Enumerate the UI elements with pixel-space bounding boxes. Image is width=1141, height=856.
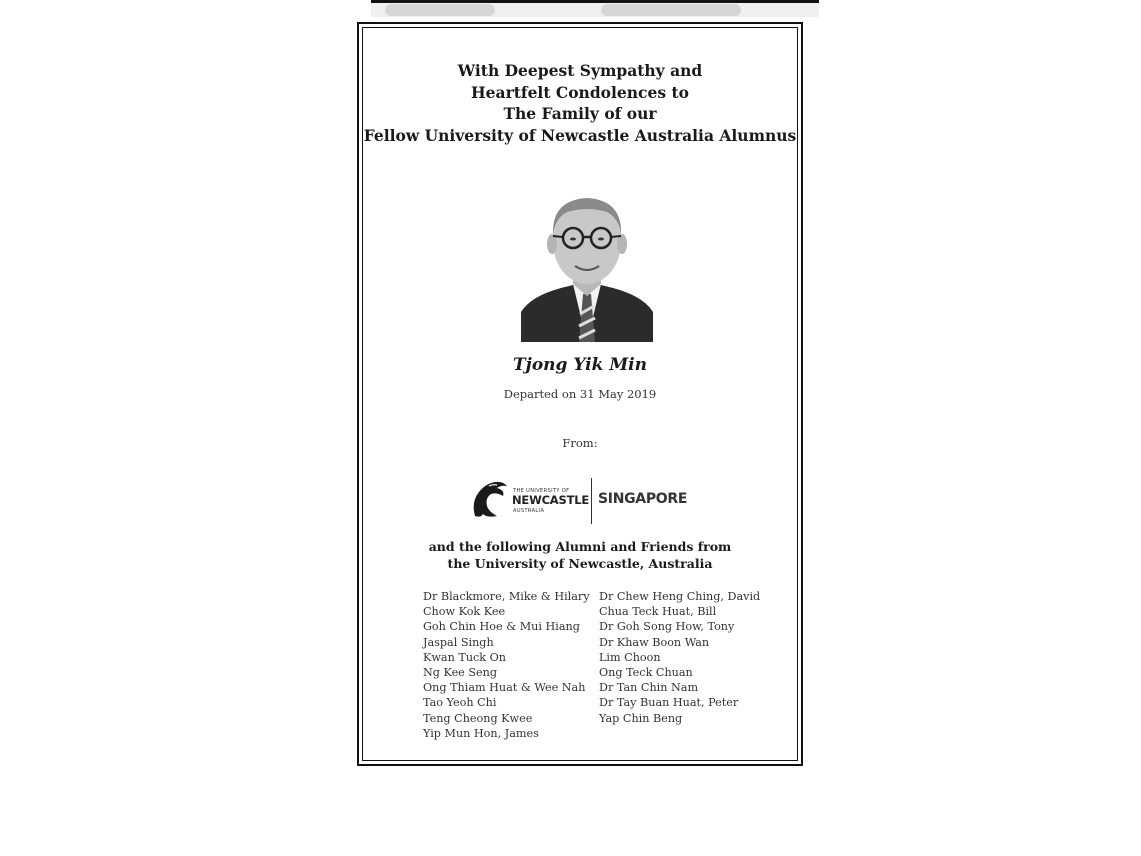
logo-country: AUSTRALIA <box>513 508 545 514</box>
list-item: Dr Tay Buan Huat, Peter <box>599 696 739 710</box>
list-item: Dr Goh Song How, Tony <box>599 620 735 634</box>
list-item: Chow Kok Kee <box>423 605 506 619</box>
list-item: Ong Thiam Huat & Wee Nah <box>423 681 586 695</box>
list-item: Tao Yeoh Chi <box>423 696 497 710</box>
university-logo <box>467 474 697 528</box>
list-item: Kwan Tuck On <box>423 650 507 664</box>
names-left-column <box>423 589 590 741</box>
list-item: Teng Cheong Kwee <box>423 711 533 725</box>
list-item: Lim Choon <box>599 650 661 664</box>
alumni-heading-line: the University of Newcastle, Australia <box>447 556 713 571</box>
previous-page-strip <box>371 0 819 17</box>
heading-line: Heartfelt Condolences to <box>471 82 689 102</box>
deceased-name: Tjong Yik Min <box>513 355 647 375</box>
names-right-column <box>599 589 760 726</box>
list-item: Goh Chin Hoe & Mui Hiang <box>423 620 580 634</box>
alumni-heading <box>359 538 801 572</box>
list-item: Chua Teck Huat, Bill <box>599 605 717 619</box>
list-item: Dr Chew Heng Ching, David <box>599 590 761 603</box>
heading-line: The Family of our <box>503 104 657 123</box>
portrait-photo <box>521 184 653 342</box>
alumni-heading-line: and the following Alumni and Friends from <box>428 539 732 554</box>
condolence-heading <box>359 60 801 146</box>
seahorse-logo-icon <box>469 476 509 520</box>
list-item: Ong Teck Chuan <box>599 666 693 680</box>
list-item: Yap Chin Beng <box>599 711 683 725</box>
list-item: Dr Khaw Boon Wan <box>599 635 710 649</box>
condolence-notice <box>357 22 803 766</box>
list-item: Ng Kee Seng <box>423 666 498 680</box>
logo-campus: SINGAPORE <box>598 491 688 507</box>
heading-line: Fellow University of Newcastle Australia Alumnus <box>363 125 797 145</box>
from-label: From: <box>562 436 598 450</box>
list-item: Dr Blackmore, Mike & Hilary <box>423 590 590 603</box>
logo-divider <box>591 478 592 524</box>
departed-date: Departed on 31 May 2019 <box>503 387 657 401</box>
logo-small-text: THE UNIVERSITY OF <box>513 488 570 494</box>
logo-university-name: NEWCASTLE <box>512 493 590 507</box>
heading-line: With Deepest Sympathy and <box>457 61 703 80</box>
list-item: Yip Mun Hon, James <box>423 726 539 740</box>
list-item: Jaspal Singh <box>423 635 494 649</box>
list-item: Dr Tan Chin Nam <box>599 681 699 695</box>
